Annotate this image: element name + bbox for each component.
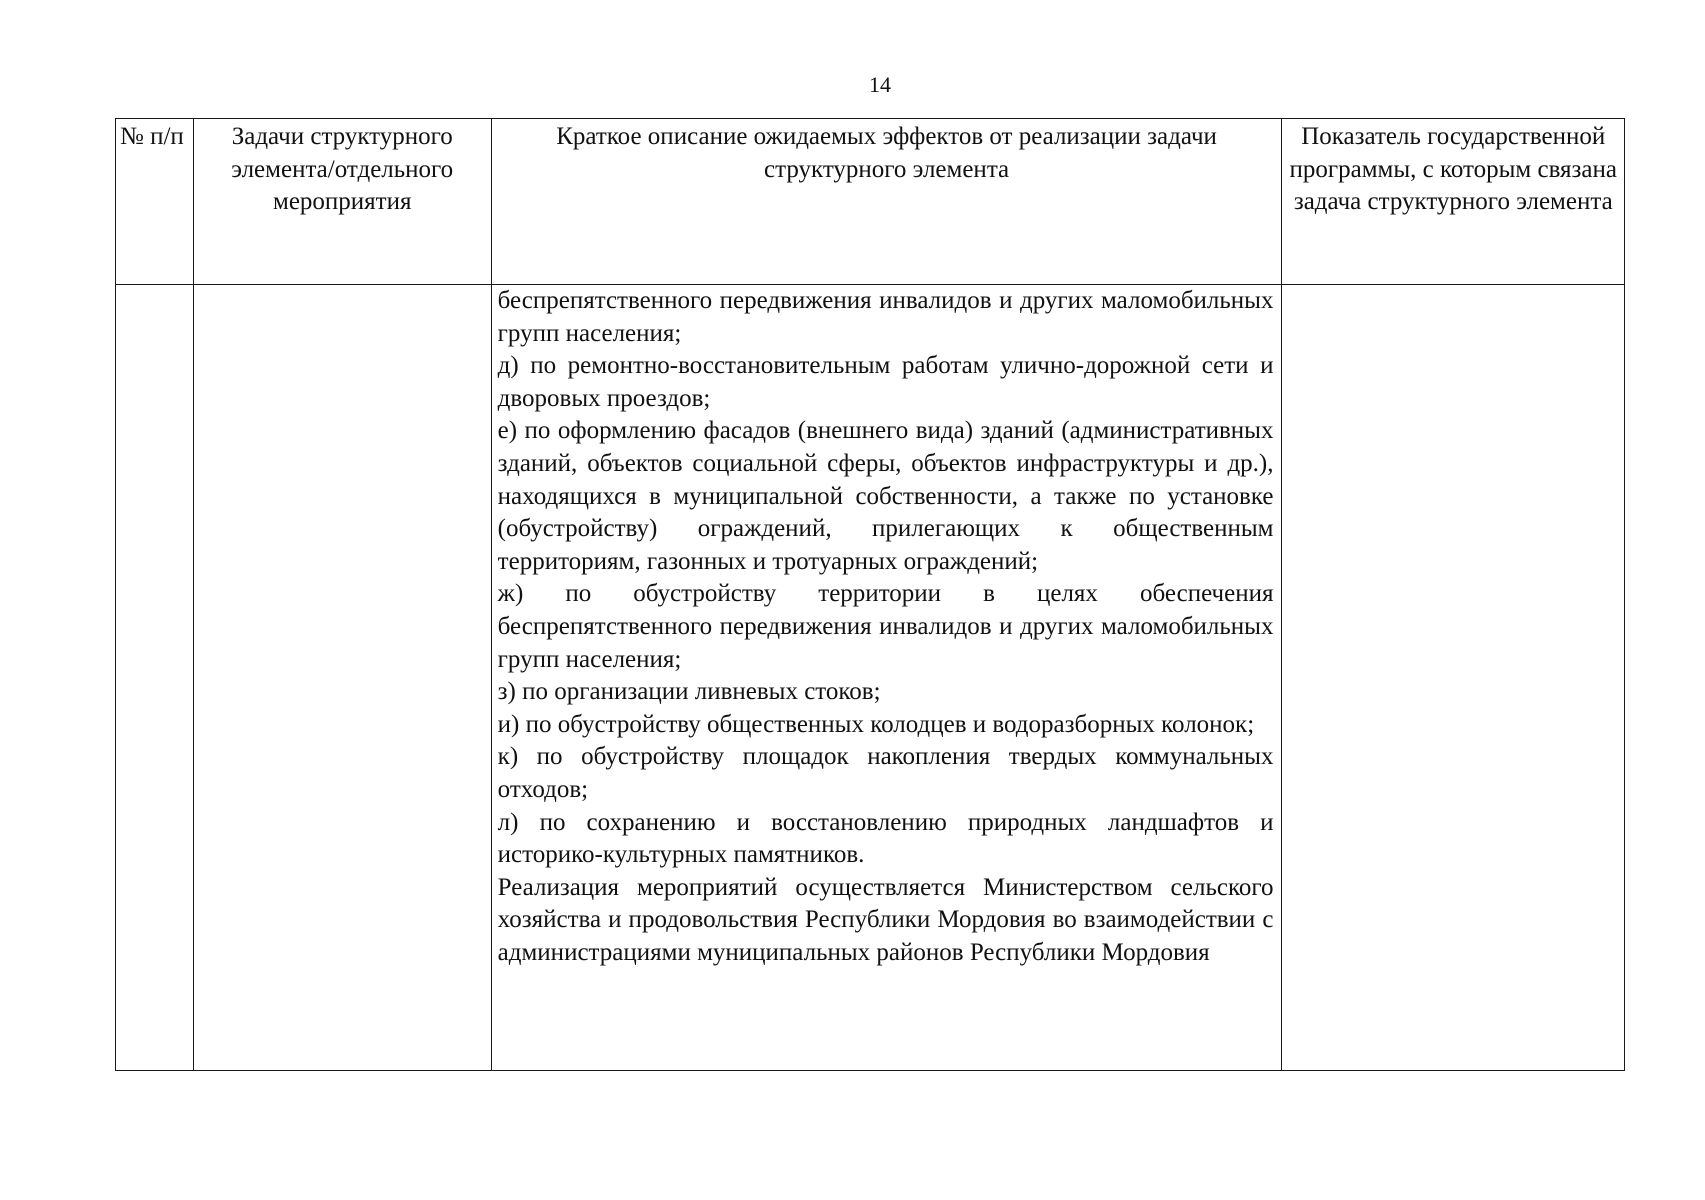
cell-indicator: [1282, 285, 1625, 1071]
cell-task: [193, 285, 491, 1071]
description-paragraph: з) по организации ливневых стоков;: [497, 678, 881, 706]
description-paragraph: е) по оформлению фасадов (внешнего вида) зданий (административных зданий, объектов социальной сферы, объектов инфраструктуры и др.), находящихся в муниципальной собственности, а также по установке (обустройству) ограждений, прилегающих к общественным территориям, газонных и тротуарных ограждений;: [497, 417, 1274, 575]
description-paragraph: л) по сохранению и восстановлению природных ландшафтов и историко-культурных памятников.: [497, 808, 1274, 869]
header-indicator: Показатель государственной программы, с которым связана задача структурного элемента: [1282, 119, 1625, 285]
header-task: Задачи структурного элемента/отдельного мероприятия: [193, 119, 491, 285]
description-paragraph: к) по обустройству площадок накопления твердых коммунальных отходов;: [497, 743, 1274, 803]
description-paragraph: и) по обустройству общественных колодцев и водоразборных колонок;: [497, 710, 1255, 738]
description-paragraph: Реализация мероприятий осуществляется Министерством сельского хозяйства и продовольствия Республики Мордовия во взаимодействии с администрациями муниципальных районов Республики Мордовия: [497, 873, 1274, 966]
cell-description: [491, 285, 1282, 1071]
table-header-row: [116, 119, 1625, 285]
table-row: [116, 285, 1625, 1071]
cell-number: [116, 285, 194, 1071]
description-paragraph: ж) по обустройству территории в целях обеспечения беспрепятственного передвижения инвалидов и других маломобильных групп населения;: [497, 580, 1274, 673]
description-paragraph: беспрепятственного передвижения инвалидов и других маломобильных групп населения;: [497, 287, 1274, 347]
program-table: [115, 118, 1625, 1071]
header-number: № п/п: [116, 119, 194, 285]
description-paragraph: д) по ремонтно-восстановительным работам улично-дорожной сети и дворовых проездов;: [497, 352, 1274, 412]
header-description: Краткое описание ожидаемых эффектов от реализации задачи структурного элемента: [491, 119, 1282, 285]
page-number: 14: [869, 72, 891, 97]
